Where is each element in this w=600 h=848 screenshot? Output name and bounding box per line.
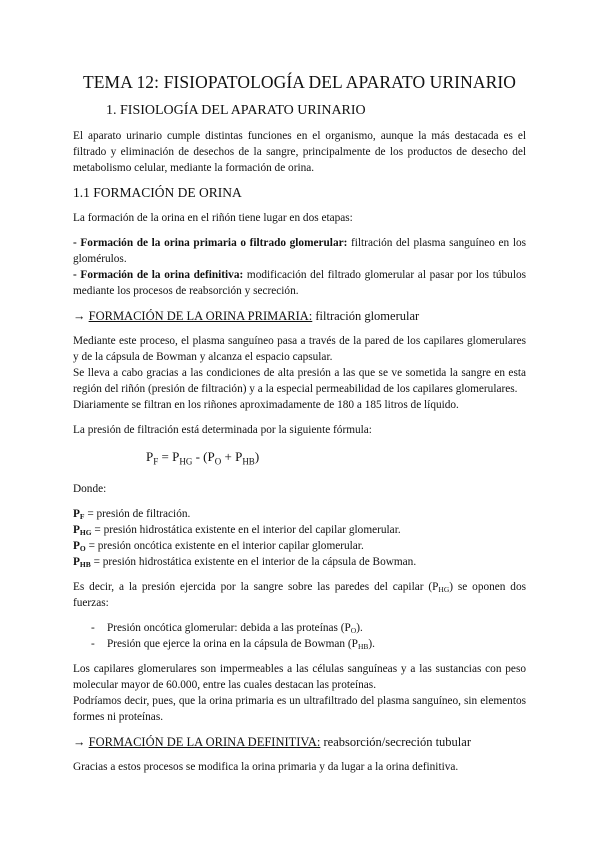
stage-primary-text: filtración del plasma sanguíneo en los glomérulos.	[73, 237, 526, 265]
primary-heading	[73, 308, 526, 324]
stage-definitive-item	[73, 267, 526, 299]
primary-paragraph-3: Diariamente se filtran en los riñones aproximadamente de 180 a 185 litros de líquido.	[73, 399, 459, 411]
opposing-forces-intro: Es decir, a la presión ejercida por la sangre sobre las paredes del capilar $(P_{HG})$ se oponen dos fuerzas:	[73, 580, 526, 609]
arrow-right-icon: →	[73, 734, 89, 749]
arrow-right-icon: →	[73, 309, 89, 323]
definitive-heading	[73, 734, 526, 750]
list-item: - Presión que ejerce la orina en la cápsula de Bowman $(P_{HB})$.	[73, 636, 526, 652]
primary-heading-label: FORMACIÓN DE LA ORINA PRIMARIA:	[88, 309, 313, 323]
stage-definitive-label: - Formación de la orina definitiva:	[73, 269, 244, 281]
definition-phb: $P_{HB}$ = presión hidrostática existente en el interior de la cápsula de Bowman.	[73, 555, 417, 569]
primary-paragraph-2: Se lleva a cabo gracias a las condiciones de alta presión a las que se ve sometida la sangre en esta región del riñón (presión de filtración) y a la especial permeabilidad de los capilares glomerulares.	[73, 367, 526, 395]
primary-paragraph-5: Podríamos decir, pues, que la orina primaria es un ultrafiltrado del plasma sanguíneo, sin elementos formes ni proteínas.	[73, 694, 526, 723]
list-item: - Presión oncótica glomerular: debida a las proteínas $(P_O)$.	[73, 620, 526, 636]
definition-phg: $P_{HG}$ = presión hidrostática existente en el interior del capilar glomerular.	[73, 523, 401, 537]
subsection-heading-formacion: 1.1 FORMACIÓN DE ORINA	[73, 185, 242, 200]
section-heading-fisiologia: 1. FISIOLOGÍA DEL APARATO URINARIO	[106, 103, 366, 118]
filtration-formula: $P_F = P_{HG} - (P_O + P_{HB})$	[146, 449, 260, 467]
definitive-heading-subtitle: reabsorción/secreción tubular	[320, 734, 471, 749]
intro-paragraph: El aparato urinario cumple distintas funciones en el organismo, aunque la más destacada es el filtrado y eliminación de desechos de la sangre, principalmente de los productos de desecho del metabolismo celular, mediante la formación de orina.	[73, 130, 526, 174]
definition-po: $P_O$ = presión oncótica existente en el interior capilar glomerular.	[73, 539, 364, 553]
primary-heading-subtitle: filtración glomerular	[312, 309, 420, 323]
donde-label: Donde:	[73, 482, 107, 495]
primary-paragraph-1: Mediante este proceso, el plasma sanguíneo pasa a través de la pared de los capilares glomerulares y de la cápsula de Bowman y alcanza el espacio capsular.	[73, 335, 526, 363]
stage-definitive-text: modificación del filtrado glomerular al pasar por los túbulos mediante los procesos de reabsorción y secreción.	[73, 269, 526, 297]
definitive-heading-label: FORMACIÓN DE LA ORINA DEFINITIVA:	[88, 734, 321, 749]
definition-pf: $P_F$ = presión de filtración.	[73, 507, 191, 521]
page-title: TEMA 12: FISIOPATOLOGÍA DEL APARATO URINARIO	[82, 72, 517, 92]
stages-intro: La formación de la orina en el riñón tiene lugar en dos etapas:	[73, 212, 353, 224]
page-content	[73, 72, 526, 775]
formula-intro: La presión de filtración está determinada por la siguiente fórmula:	[73, 424, 372, 436]
stage-primary-label: - Formación de la orina primaria o filtrado glomerular:	[73, 237, 348, 249]
stage-primary-item	[73, 235, 526, 267]
forces-list	[73, 620, 526, 652]
primary-paragraph-4: Los capilares glomerulares son impermeables a las células sanguíneas y a las sustancias con peso molecular mayor de 60.000, entre las cuales destacan las proteínas.	[73, 662, 526, 691]
definitive-paragraph-1: Gracias a estos procesos se modifica la orina primaria y da lugar a la orina definitiva.	[73, 760, 459, 773]
